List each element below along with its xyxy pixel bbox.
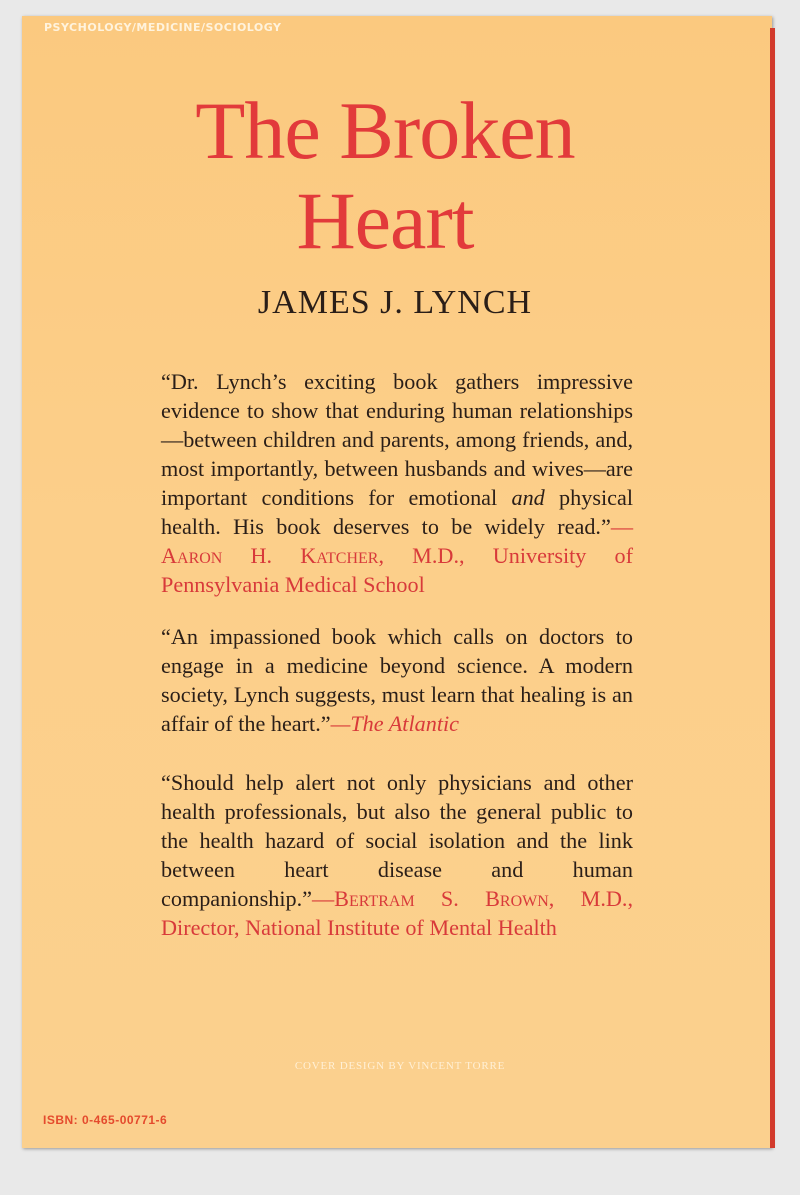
- author-name: JAMES J. LYNCH: [257, 284, 533, 321]
- quote-text-continued: physical health. His book deserves to be widely read.”: [161, 485, 633, 539]
- quote-source-detail: Director, National Institute of Mental Health: [161, 915, 557, 940]
- title-line-1: The Broken: [195, 85, 575, 176]
- title-line-2: Heart: [296, 175, 474, 266]
- quote-source-name: —Bertram S. Brown, M.D.,: [311, 886, 633, 911]
- cover-red-edge: [770, 28, 775, 1148]
- quote-emphasis: and: [511, 485, 545, 510]
- book-title: [0, 86, 770, 266]
- review-quote-1: [161, 367, 633, 599]
- quote-text: “An impassioned book which calls on doctors to engage in a medicine beyond science. A modern society, Lynch suggests, must learn that healing is an affair of the heart.”: [161, 624, 633, 736]
- review-quote-2: [161, 622, 633, 738]
- quote-source-detail: University of Pennsylvania Medical School: [161, 543, 634, 597]
- quote-source-name: —Aaron H. Katcher, M.D.,: [161, 514, 633, 568]
- quote-text: “Should help alert not only physicians and other health professionals, but also the general public to the health hazard of social isolation and the link between heart disease and human companionship.”: [161, 770, 633, 911]
- isbn-number: ISBN: 0-465-00771-6: [43, 1113, 168, 1127]
- review-quote-3: [161, 768, 633, 942]
- quote-source-name: —The Atlantic: [330, 711, 459, 736]
- category-label: PSYCHOLOGY/MEDICINE/SOCIOLOGY: [44, 21, 282, 34]
- cover-design-credit: COVER DESIGN BY VINCENT TORRE: [294, 1060, 506, 1072]
- quote-text: “Dr. Lynch’s exciting book gathers impressive evidence to show that enduring human relationships—between children and parents, among friends, and, most importantly, between husbands and wives—are important conditions for emotional: [161, 369, 633, 510]
